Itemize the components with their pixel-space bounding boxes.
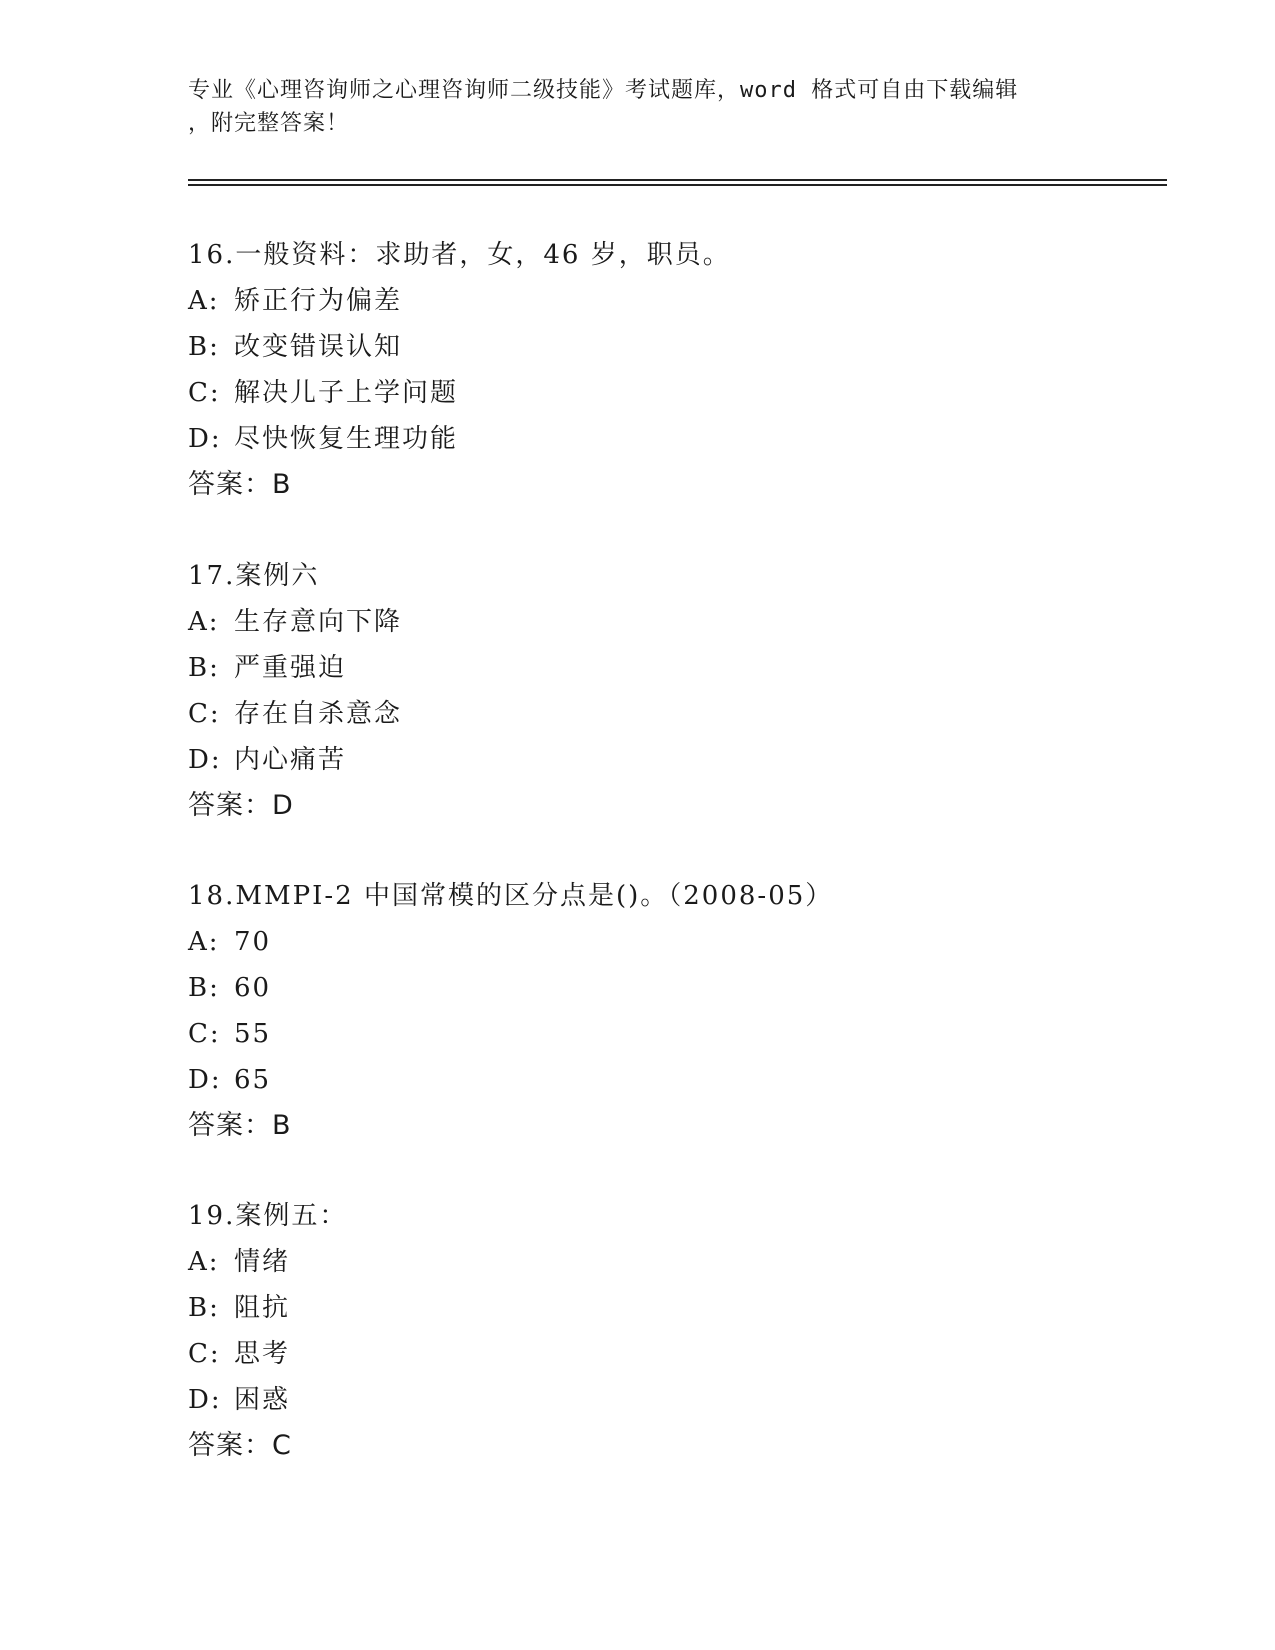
question-19	[188, 1193, 1188, 1469]
option-text: 65	[234, 1065, 272, 1095]
option-text: 阻抗	[234, 1293, 291, 1323]
option-c	[188, 370, 1188, 416]
option-a	[188, 599, 1188, 645]
option-text: 内心痛苦	[234, 745, 347, 775]
question-16	[188, 232, 1188, 508]
option-key: A:	[188, 1247, 220, 1277]
option-d	[188, 1377, 1188, 1423]
option-key: D:	[188, 745, 222, 775]
header-line-2: ，附完整答案！	[188, 111, 350, 136]
option-key: D:	[188, 424, 222, 454]
option-text: 55	[234, 1019, 272, 1049]
answer: 答案：D	[188, 790, 294, 821]
option-text: 60	[234, 973, 272, 1003]
header-divider	[188, 179, 1167, 186]
option-key: C:	[188, 699, 221, 729]
option-key: C:	[188, 1339, 221, 1369]
answer: 答案：C	[188, 1430, 292, 1461]
option-b	[188, 324, 1188, 370]
option-c	[188, 1011, 1188, 1057]
option-text: 解决儿子上学问题	[234, 378, 459, 408]
option-text: 尽快恢复生理功能	[234, 424, 459, 454]
question-stem: 17.案例六	[188, 561, 320, 591]
option-d	[188, 416, 1188, 462]
option-key: A:	[188, 286, 220, 316]
answer: 答案：B	[188, 1110, 292, 1141]
option-text: 70	[234, 927, 272, 957]
option-key: B:	[188, 332, 220, 362]
option-key: A:	[188, 607, 220, 637]
option-c	[188, 1331, 1188, 1377]
option-text: 存在自杀意念	[234, 699, 403, 729]
option-text: 矫正行为偏差	[234, 286, 403, 316]
question-stem: 19.案例五：	[188, 1201, 348, 1231]
option-b	[188, 1285, 1188, 1331]
option-key: A:	[188, 927, 220, 957]
option-text: 严重强迫	[234, 653, 347, 683]
document-header	[188, 74, 1088, 140]
option-key: C:	[188, 378, 221, 408]
option-d	[188, 1057, 1188, 1103]
question-stem: 18.MMPI-2 中国常模的区分点是()。（2008-05）	[188, 881, 834, 911]
question-stem: 16.一般资料：求助者，女，46 岁，职员。	[188, 240, 731, 270]
option-a	[188, 919, 1188, 965]
option-b	[188, 645, 1188, 691]
option-text: 生存意向下降	[234, 607, 403, 637]
option-key: D:	[188, 1065, 222, 1095]
header-line-1: 专业《心理咨询师之心理咨询师二级技能》考试题库，word 格式可自由下载编辑	[188, 78, 1019, 103]
option-text: 困惑	[234, 1385, 291, 1415]
option-key: C:	[188, 1019, 221, 1049]
option-key: B:	[188, 653, 220, 683]
question-17	[188, 553, 1188, 829]
answer: 答案：B	[188, 469, 292, 500]
option-key: B:	[188, 973, 220, 1003]
option-a	[188, 278, 1188, 324]
option-key: B:	[188, 1293, 220, 1323]
option-text: 改变错误认知	[234, 332, 403, 362]
option-a	[188, 1239, 1188, 1285]
option-text: 情绪	[234, 1247, 291, 1277]
option-b	[188, 965, 1188, 1011]
option-c	[188, 691, 1188, 737]
question-18	[188, 873, 1188, 1149]
option-d	[188, 737, 1188, 783]
option-text: 思考	[234, 1339, 291, 1369]
option-key: D:	[188, 1385, 222, 1415]
